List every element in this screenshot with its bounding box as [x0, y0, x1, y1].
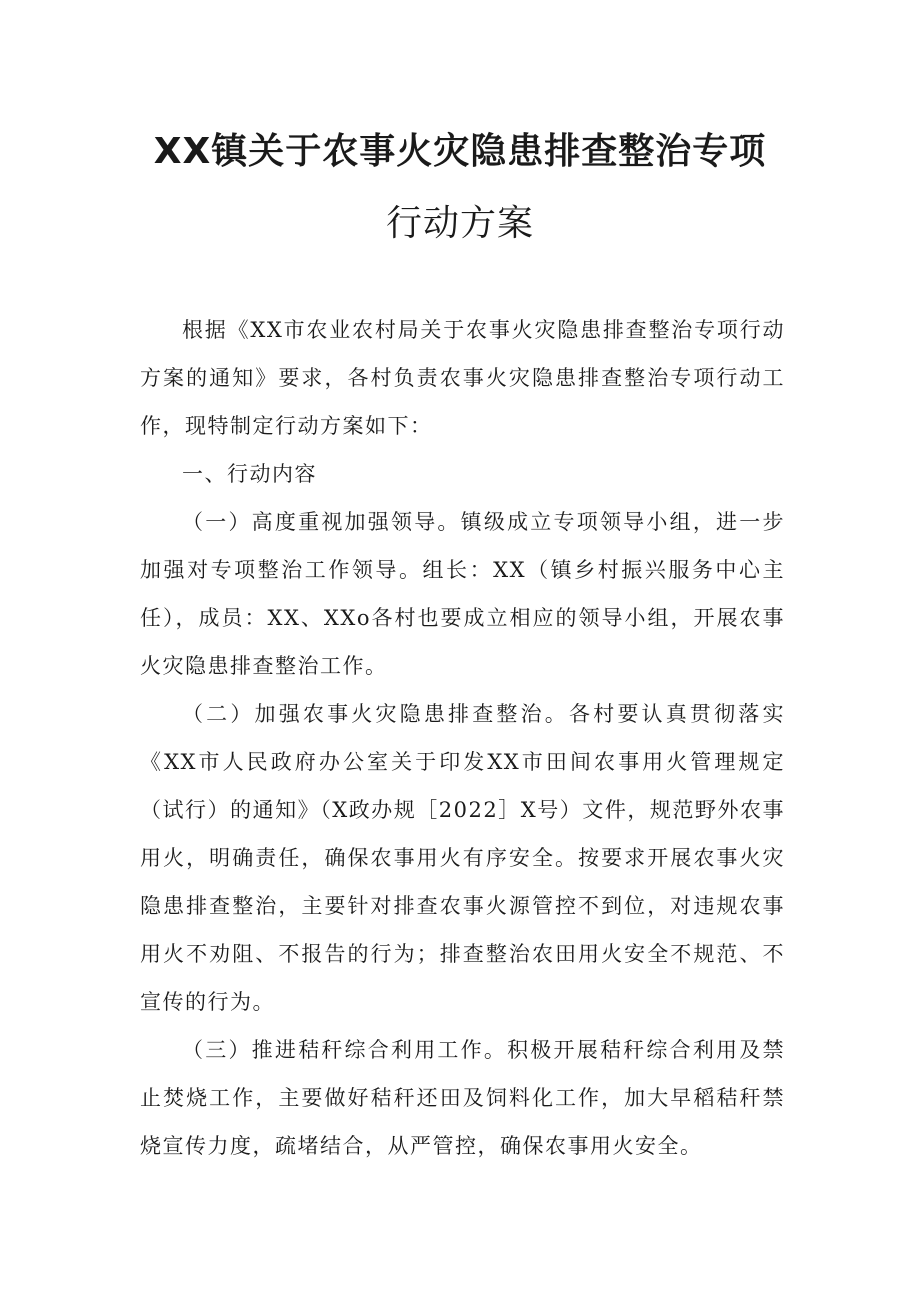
paragraph-item-2: （二）加强农事火灾隐患排查整治。各村要认真贯彻落实《XX市人民政府办公室关于印发XX市田间农事用火管理规定（试行）的通知》（X政办规［2022］X号）文件，规范野外农事用火，明确责任，确保农事用火有序安全。按要求开展农事火灾隐患排查整治，主要针对排查农事火源管控不到位，对违规农事用火不劝阻、不报告的行为；排查整治农田用火安全不规范、不宣传的行为。 [140, 702, 785, 1014]
paragraph-intro: 根据《XX市农业农村局关于农事火灾隐患排查整治专项行动方案的通知》要求，各村负责农事火灾隐患排查整治专项行动工作，现特制定行动方案如下： [140, 318, 785, 438]
document-title-line-2: 行动方案 [385, 203, 534, 244]
paragraph-item-1: （一）高度重视加强领导。镇级成立专项领导小组，进一步加强对专项整治工作领导。组长：XX（镇乡村振兴服务中心主任），成员：XX、XXo各村也要成立相应的领导小组，开展农事火灾隐患排查整治工作。 [140, 510, 785, 678]
document-body [140, 306, 785, 1170]
paragraph-item-3: （三）推进秸秆综合利用工作。积极开展秸秆综合利用及禁止焚烧工作，主要做好秸秆还田及饲料化工作，加大早稻秸秆禁烧宣传力度，疏堵结合，从严管控，确保农事用火安全。 [140, 1038, 785, 1158]
section-heading: 一、行动内容 [182, 462, 317, 486]
document-title-line-1: XX镇关于农事火灾隐患排查整治专项 [153, 131, 767, 172]
